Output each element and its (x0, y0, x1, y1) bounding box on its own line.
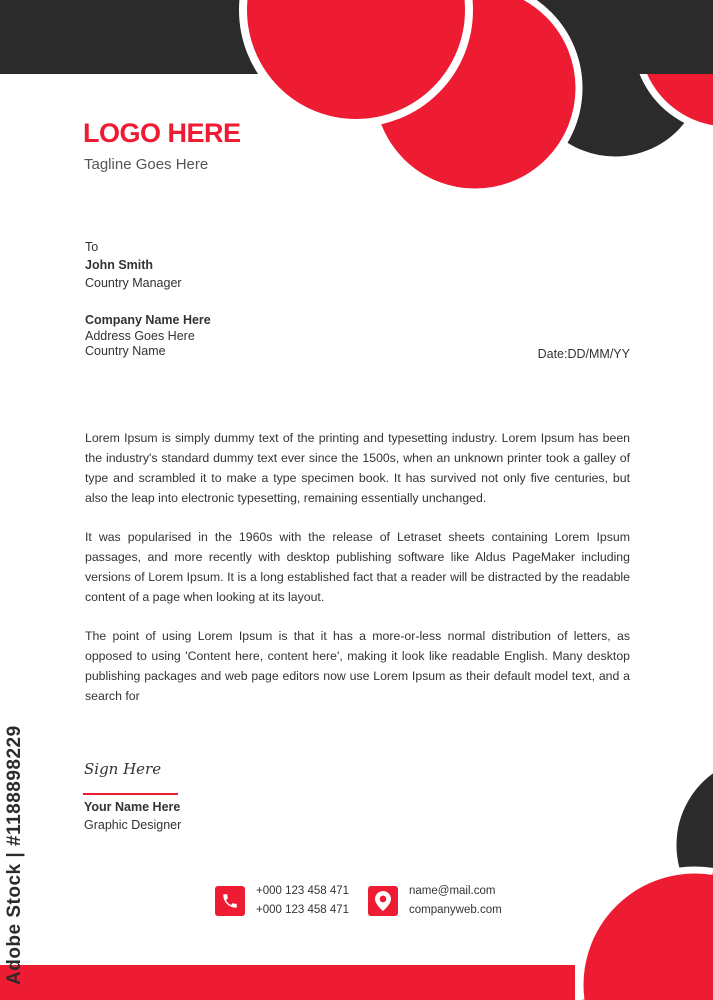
recipient-title: Country Manager (85, 276, 182, 290)
country: Country Name (85, 344, 166, 358)
tagline: Tagline Goes Here (84, 156, 209, 173)
watermark-id: Adobe Stock | #1188898229 (4, 725, 25, 985)
recipient-block (85, 238, 211, 358)
phone-icon (215, 886, 245, 916)
phone-1: +000 123 458 471 (256, 885, 350, 897)
body-paragraph: Lorem Ipsum is simply dummy text of the printing and typesetting industry. Lorem Ipsum has been the industry's standard dummy text ever since the 1500s, when an unknown printer took a galley of type and scrambled it to make a type specimen book. It has survived not only five centuries, but also the leap into electronic typesetting, remaining essentially unchanged. (85, 431, 630, 505)
signature-line (83, 793, 178, 795)
phone-numbers (256, 882, 349, 920)
body-paragraph: It was popularised in the 1960s with the release of Letraset sheets containing Lorem Ipsum passages, and more recently with desktop publishing software like Aldus PageMaker including versions of Lorem Ipsum. It is a long established fact that a reader will be distracted by the readable content of a page when looking at its layout. (85, 530, 630, 604)
signer-name: Your Name Here (84, 800, 181, 814)
signature: Sign Here (84, 760, 162, 778)
recipient-name: John Smith (85, 258, 154, 272)
company-name: Company Name Here (85, 313, 211, 327)
body-paragraph: The point of using Lorem Ipsum is that it has a more-or-less normal distribution of letters, as opposed to using 'Content here, content here', making it look like readable English. Many desktop publishing packages and web page editors now use Lorem Ipsum as their default model text, and a search for (85, 629, 630, 703)
logo: LOGO HERE (83, 118, 241, 148)
website[interactable]: companyweb.com (409, 904, 502, 916)
footer-red-circle (580, 870, 713, 1000)
email[interactable]: name@mail.com (409, 885, 496, 897)
to-label: To (85, 240, 99, 254)
phone-2: +000 123 458 471 (256, 904, 350, 916)
footer-bar (0, 965, 575, 1000)
signer-role: Graphic Designer (84, 818, 182, 832)
date: Date:DD/MM/YY (537, 347, 630, 361)
location-pin-icon (368, 886, 398, 916)
web-contacts (409, 882, 502, 920)
address: Address Goes Here (85, 329, 195, 343)
